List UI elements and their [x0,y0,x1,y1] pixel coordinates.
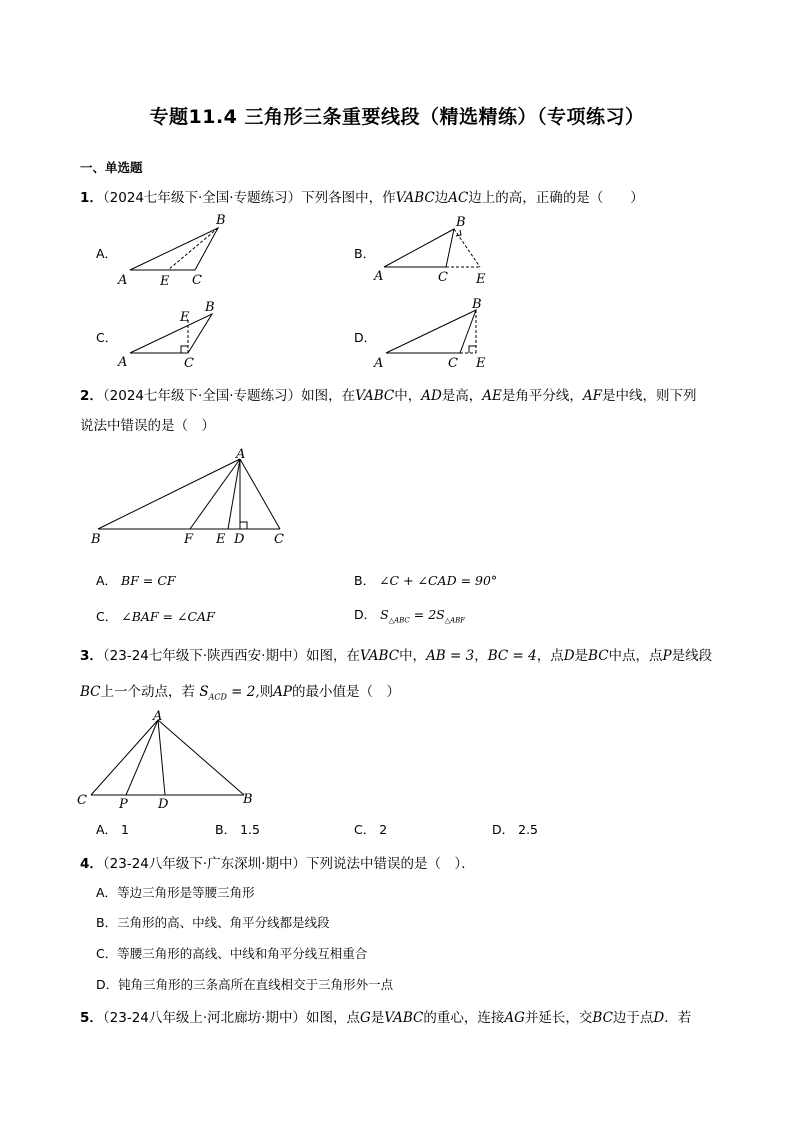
q2-option-d[interactable]: D． $S_{\triangle ABC} = 2S_{\triangle ABF}$ [354,607,466,625]
q2-option-b[interactable]: B． ∠C + ∠CAD = 90° [354,573,498,588]
q1-option-d-label: D． [354,330,377,345]
q1-figure-c [110,296,240,376]
question-1-stem: 1．（2024七年级下·全国·专题练习）下列各图中，作VABC边AC边上的高，正确的是（ ） [80,190,644,206]
q3-option-c[interactable]: C． 2 [354,822,388,837]
q4-option-c[interactable]: C．等腰三角形的高线、中线和角平分线互相重合 [96,946,368,961]
q1-option-c-label: C． [96,330,118,345]
label-d: D [234,532,245,547]
label-a: A [374,356,384,371]
q4-option-a[interactable]: A．等边三角形是等腰三角形 [96,885,255,900]
q4-option-d[interactable]: D．钝角三角形的三条高所在直线相交于三角形外一点 [96,977,394,992]
question-3-stem-line1: 3．（23-24七年级下·陕西西安·期中）如图，在VABC中，AB = 3，BC = 4，点D是BC中点，点P是线段 [80,648,713,664]
section-heading: 一、单选题 [80,160,143,175]
q3-option-b[interactable]: B． 1.5 [215,822,260,837]
q1-option-b-label: B． [354,246,376,261]
label-a: A [236,448,246,462]
label-c: C [184,356,194,371]
page-title: 专题11.4 三角形三条重要线段（精选精练）（专项练习） [149,106,645,128]
q3-option-d[interactable]: D． 2.5 [492,822,539,837]
label-b: B [243,792,253,807]
q1-figure-d [368,296,508,376]
label-b: B [216,213,226,228]
label-b: B [456,215,466,230]
label-e: E [160,274,170,289]
label-b: B [472,297,482,312]
label-a: A [118,355,128,370]
label-e: E [180,310,190,325]
question-2-stem-line2: 说法中错误的是（ ） [80,418,215,434]
q1-option-a-label: A． [96,246,118,261]
q1-figure-b [368,210,508,290]
q2-option-a[interactable]: A． BF = CF [96,573,176,588]
q1-figure-a [110,210,240,290]
q4-option-b[interactable]: B．三角形的高、中线、角平分线都是线段 [96,915,330,930]
question-5-stem: 5．（23-24八年级上·河北廊坊·期中）如图，点G是VABC的重心，连接AG并延长，交BC边于点D．若 [80,1010,692,1026]
question-4-stem: 4．（23-24八年级下·广东深圳·期中）下列说法中错误的是（ ）． [80,856,475,872]
q3-option-a[interactable]: A． 1 [96,822,129,837]
label-b: B [205,300,215,315]
label-b: B [91,532,101,547]
label-f: F [184,532,194,547]
q3-figure [72,706,272,810]
q2-figure [84,448,304,548]
label-e: E [476,272,486,287]
label-c: C [77,793,87,808]
label-e: E [476,356,486,371]
label-a: A [118,273,128,288]
label-c: C [448,356,458,371]
question-3-stem-line2: BC上一个动点，若 $S_{ACD} = 2$,则AP的最小值是（ ） [80,684,400,702]
label-e: E [216,532,226,547]
question-2-stem-line1: 2．（2024七年级下·全国·专题练习）如图，在VABC中，AD是高，AE是角平分线，AF是中线，则下列 [80,388,697,404]
q2-option-c[interactable]: C． ∠BAF = ∠CAF [96,609,215,624]
label-p: P [119,797,128,810]
label-c: C [274,532,284,547]
label-c: C [192,273,202,288]
label-d: D [158,797,169,810]
label-c: C [438,270,448,285]
label-a: A [374,269,384,284]
label-a: A [153,709,163,724]
